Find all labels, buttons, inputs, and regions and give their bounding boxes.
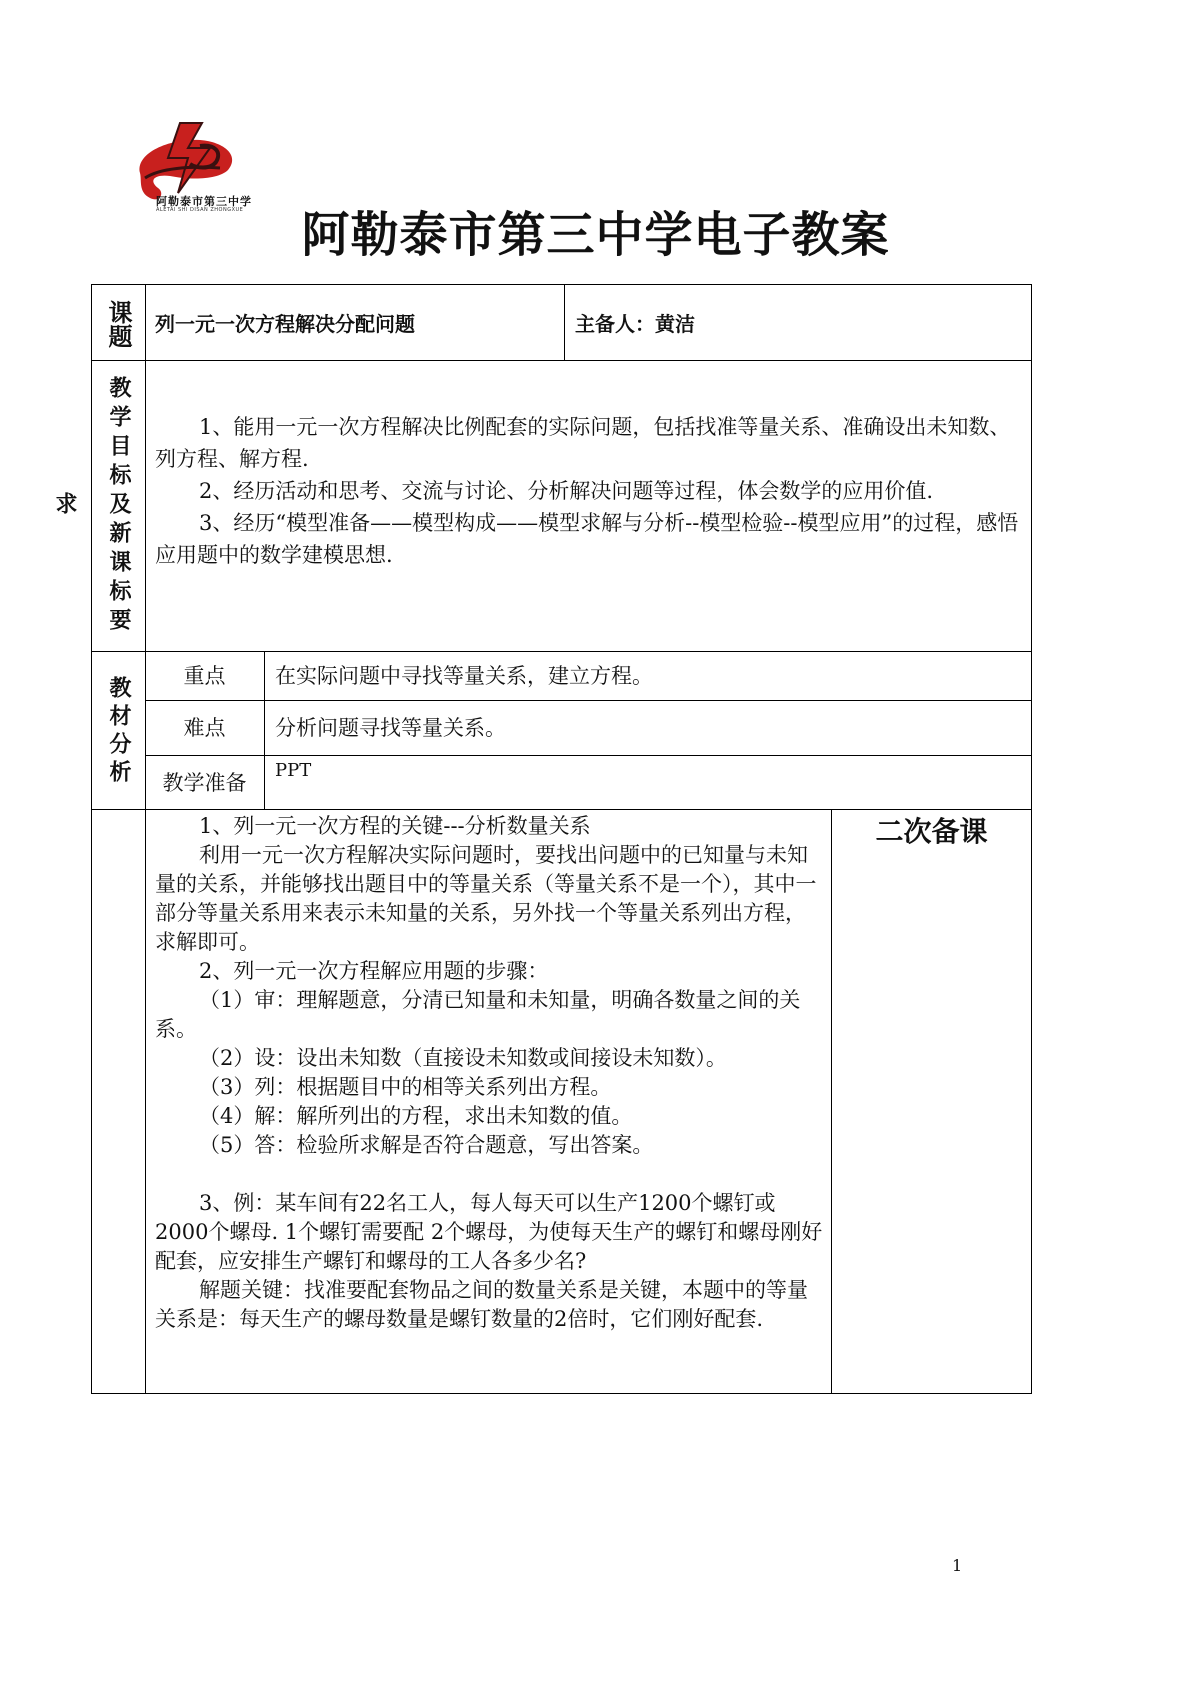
content-step-2: （2）设：设出未知数（直接设未知数或间接设未知数）。 <box>199 1046 727 1070</box>
page-title: 阿勒泰市第三中学电子教案 <box>301 207 890 263</box>
content-example: 3、例：某车间有22名工人，每人每天可以生产1200个螺钉或2000个螺母. 1个螺钉需要配 2个螺母，为使每天生产的螺钉和螺母刚好配套，应安排生产螺钉和螺母的工人各多少名? <box>155 1191 823 1273</box>
logo-subcaption: ALETAI SHI DISAN ZHONGXUE <box>156 207 244 213</box>
content-para-1: 利用一元一次方程解决实际问题时，要找出问题中的已知量与未知量的关系，并能够找出题目中的等量关系（等量关系不是一个），其中一部分等量关系用来表示未知量的关系，另外找一个等量关系列出方程，求解即可。 <box>155 843 817 954</box>
objective-3: 3、经历“模型准备——模型构成——模型求解与分析--模型检验--模型应用”的过程，感悟应用题中的数学建模思想. <box>155 511 1019 567</box>
difficulty-label: 难点 <box>183 716 226 740</box>
topic-label: 课题 <box>104 300 132 348</box>
logo-caption: 阿勒泰市第三中学 <box>156 195 252 208</box>
content-heading-1: 1、列一元一次方程的关键---分析数量关系 <box>199 814 591 838</box>
content-step-1: （1）审：理解题意，分清已知量和未知量，明确各数量之间的关系。 <box>155 988 801 1041</box>
preparation-value: PPT <box>275 760 312 781</box>
secondary-prep-label: 二次备课 <box>875 815 988 848</box>
analysis-label: 教材分析 <box>106 676 131 788</box>
objectives-label: 教学目标及新课标要求 <box>52 375 131 637</box>
objective-1: 1、能用一元一次方程解决比例配套的实际问题，包括找准等量关系、准确设出未知数、列方程、解方程. <box>155 415 1011 471</box>
author-label: 主备人： <box>575 312 655 336</box>
objectives-body <box>155 411 1023 571</box>
content-key: 解题关键：找准要配套物品之间的数量关系是关键，本题中的等量关系是：每天生产的螺母数量是螺钉数量的2倍时，它们刚好配套. <box>155 1278 808 1331</box>
content-step-5: （5）答：检验所求解是否符合题意，写出答案。 <box>199 1133 654 1157</box>
content-body <box>155 812 823 1334</box>
page-number: 1 <box>952 1556 963 1575</box>
objective-2: 2、经历活动和思考、交流与讨论、分析解决问题等过程，体会数学的应用价值. <box>199 479 934 503</box>
preparation-label: 教学准备 <box>162 771 247 795</box>
key-point-value: 在实际问题中寻找等量关系，建立方程。 <box>275 664 653 688</box>
content-step-3: （3）列：根据题目中的相等关系列出方程。 <box>199 1075 612 1099</box>
content-step-4: （4）解：解所列出的方程，求出未知数的值。 <box>199 1104 633 1128</box>
author-name: 黄洁 <box>655 312 695 336</box>
difficulty-value: 分析问题寻找等量关系。 <box>275 716 506 740</box>
content-heading-2: 2、列一元一次方程解应用题的步骤： <box>199 959 549 983</box>
topic-value: 列一元一次方程解决分配问题 <box>155 312 415 336</box>
author-field <box>575 308 695 337</box>
key-point-label: 重点 <box>183 664 226 688</box>
